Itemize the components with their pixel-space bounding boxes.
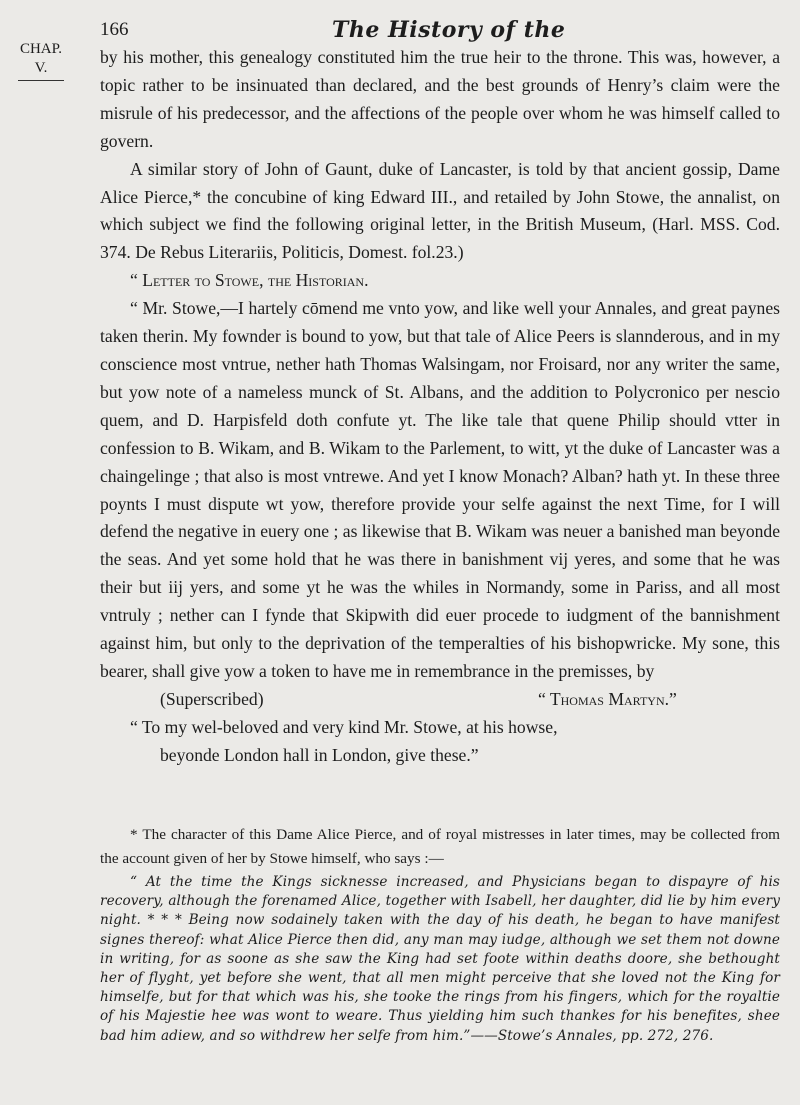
running-head: The History of the bbox=[332, 17, 566, 43]
signature: “ Thomas Martyn.” bbox=[538, 688, 677, 709]
address-line-2: beyonde London hall in London, give these.” bbox=[160, 744, 479, 765]
superscribed-label: (Superscribed) bbox=[160, 688, 264, 709]
chapter-label: CHAP. bbox=[19, 41, 63, 57]
letter-body: “ Mr. Stowe,—I hartely cōmend me vnto yow, and like well your Annales, and great paynes taken therin. My fownder is bound to yow, but that tale of Alice Peers is slannderous, and in my conscience most vntrue, nether hath Thomas Walsingam, nor Froisard, nor any writer the same, but yow note of a nameless munck of St. Albans, and the addition to Polycronico per nescio quem, and D. Harpisfeld doth confute yt. The like tale that quene Philip should vtter in confession to B. Wikam, and B. Wikam to the Parlement, to witt, yt the duke of Lancaster was a chaingelinge ; that also is most vntrewe. And yet I know Monach? Alban? hath yt. In these three poynts I must dispute wt yow, therefore provide your selfe against the next Time, for I will defend the negative in euery one ; as likewise that B. Wikam was neuer a banished man beyonde the seas. And yet some hold that he was there in banishment vij yeres, and some that he was their but iij yers, and some yt he was the whiles in Normandy, some in Pariss, and all most vntruly ; nether can I fynde that Skipwith did euer procede to iudgment of the bannishment against him, but only to the deprivation of the temperalties of his bishopwricke. My sone, this bearer, shall give yow a token to have me in remembrance in the premisses, by bbox=[100, 298, 781, 681]
paragraph-2: A similar story of John of Gaunt, duke of Lancaster, is told by that ancient gossip, Dame Alice Pierce,* the concubine of king Edward III., and retailed by John Stowe, the annalist, on which subject we find the following original letter, in the British Museum, (Harl. MSS. Cod. 374. De Rebus Literariis, Politicis, Domest. fol.23.) bbox=[100, 158, 780, 263]
chapter-rule bbox=[18, 80, 64, 81]
page-header bbox=[100, 17, 760, 47]
paragraph-1: by his mother, this genealogy constituted him the true heir to the throne. This was, however, a topic rather to be insinuated than declared, and the best grounds of Henry’s claim were the misrule of his predecessor, and the affections of the people over whom he was himself called to govern. bbox=[100, 47, 780, 151]
chapter-marginal-note bbox=[18, 40, 64, 81]
footnote-intro: * The character of this Dame Alice Pierce, and of royal mistresses in later times, may be collected from the account given of her by Stowe himself, who says :— bbox=[100, 826, 780, 867]
address-line-1: “ To my wel-beloved and very kind Mr. Stowe, at his howse, bbox=[130, 716, 558, 737]
chapter-number: V. bbox=[34, 60, 48, 76]
letter-title: “ Letter to Stowe, the Historian. bbox=[130, 270, 369, 291]
main-text bbox=[100, 44, 780, 770]
footnote-quote: “ At the time the Kings sicknesse increased, and Physicians began to dispayre of his recovery, although the forenamed Alice, together with Isabell, her daughter, did lie by him every night. * * * Being now sodainely taken with the day of his death, he began to have manifest signes thereof: what Alice Pierce then did, any man may iudge, although we set them not downe in writing, for as soone as she saw the King had set foote within deaths doore, she bethought her of flyght, yet before she went, that all men might perceive that she loved not the King for himselfe, but for that which was his, she tooke the rings from his fingers, which for the royaltie of his Majestie hee was wont to weare. Thus yielding him such thankes for his benefites, shee bad him adiew, and so withdrew her selfe from him.”——Stowe’s Annales, pp. 272, 276. bbox=[100, 874, 780, 1044]
superscription-row bbox=[100, 686, 780, 714]
page-number: 166 bbox=[100, 19, 129, 40]
footnote bbox=[100, 823, 780, 1046]
